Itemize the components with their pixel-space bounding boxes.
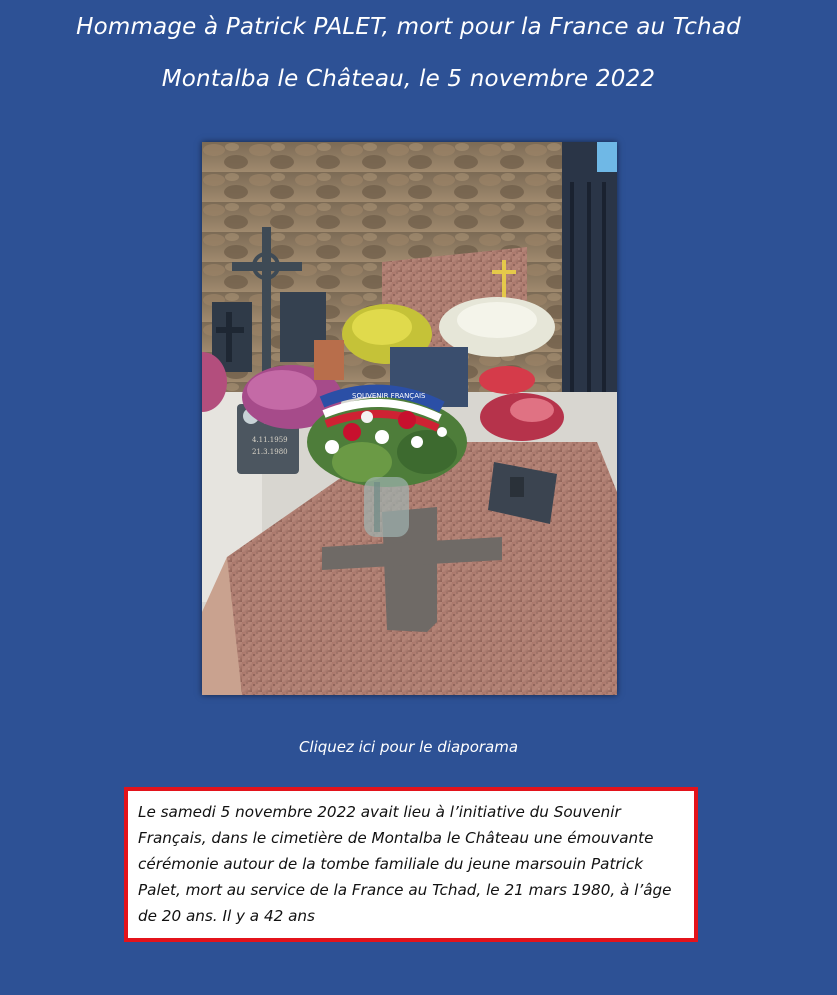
- page-subtitle: Montalba le Château, le 5 novembre 2022: [161, 66, 656, 92]
- plaque-line3: 21.3.1980: [252, 448, 288, 456]
- page-title: Hommage à Patrick PALET, mort pour la France au Tchad: [76, 14, 741, 40]
- ribbon-text: SOUVENIR FRANÇAIS: [352, 392, 426, 400]
- grave-photo[interactable]: [202, 142, 617, 695]
- grave-photo-image: [202, 142, 617, 695]
- description-box: [124, 787, 698, 942]
- plaque-line2: 4.11.1959: [252, 436, 288, 444]
- description-text: Le samedi 5 novembre 2022 avait lieu à l’initiative du Souvenir Français, dans le cimetière de Montalba le Château une émouvante cérémonie autour de la tombe familiale du jeune marsouin Patrick Palet, mort au service de la France au Tchad, le 21 mars 1980, à l’âge de 20 ans. Il y a 42 ans: [138, 803, 672, 925]
- slideshow-link[interactable]: Cliquez ici pour le diaporama: [298, 738, 519, 756]
